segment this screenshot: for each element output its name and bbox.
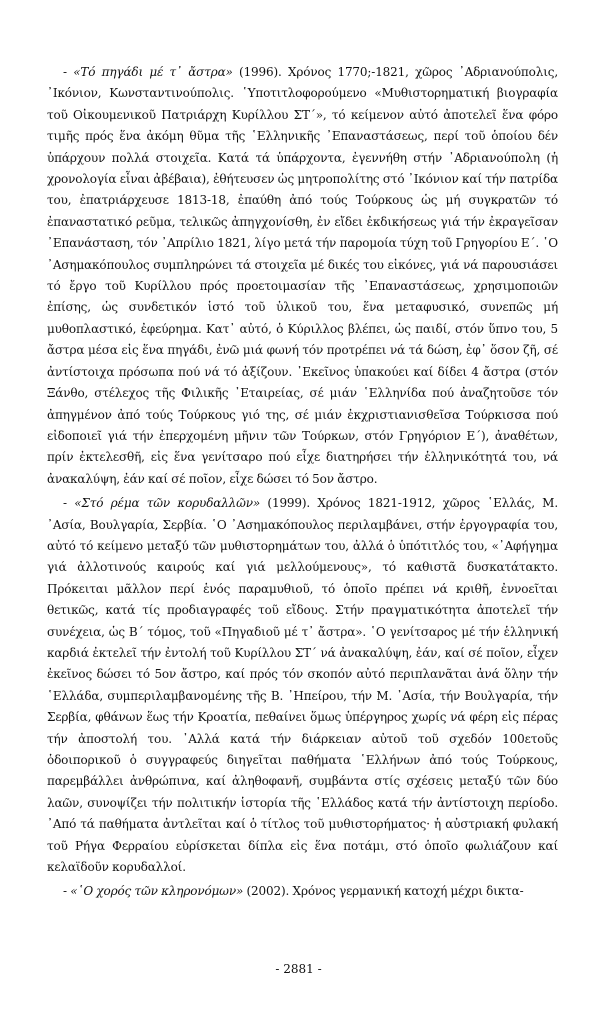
paragraph-choros	[47, 881, 558, 902]
paragraph-body: (1996). Χρόνος 1770;-1821, χῶρος ᾽Αδριανούπολις, ᾽Ικόνιον, Κωνσταντινούπολις. ῾Υποτιτλοφορούμενο «Μυθιστορηματική βιογραφία τοῦ Οἰκουμενικοῦ Πατριάρχη Κυρίλλου ΣΤ΄», τό κείμενον αὐτό ἀποτελεῖ ἕνα φόρο τιμῆς πρός ἕνα ἀκόμη θῦμα τῆς ῾Ελληνικῆς ᾽Επαναστάσεως, περί τοῦ ὁποίου δέν ὑπάρχουν πολλά στοιχεῖα. Κατά τά ὑπάρχοντα, ἐγεννήθη στήν ᾽Αδριανούπολη (ἡ χρονολογία εἶναι ἀβέβαια), ἐθήτευσεν ὡς μητροπολίτης στό ᾽Ικόνιον καί τήν πατρίδα του, ἐπατριάρχευσε 1813-18, ἐπαύθη ἀπό τούς Τούρκους ὡς μή συγκρατῶν τό ἐπαναστατικό ρεῦμα, τελικῶς ἀπηγχονίσθη, ἐν εἴδει ἐκδικήσεως γιά τήν ἐκραγεῖσαν ᾽Επανάσταση, τόν ᾽Απρίλιο 1821, λίγο μετά τήν παρομοία τύχη τοῦ Γρηγορίου Ε΄. ῾Ο ᾽Ασημακόπουλος συμπληρώνει τά στοιχεῖα μέ δικές του εἰκόνες, γιά νά παρουσιάσει τό ἔργο τοῦ Κυρίλλου πρός προετοιμασίαν τῆς ᾽Επαναστάσεως, χρησιμοποιῶν ἐπίσης, ὡς συνδετικόν ἱστό τοῦ ὑλικοῦ του, ἕνα μεταφυσικό, συνεπῶς μή μυθοπλαστικό, ἐφεύρημα. Κατ᾽ αὐτό, ὁ Κύριλλος βλέπει, ὡς παιδί, στόν ὕπνο του, 5 ἄστρα μέσα εἰς ἕνα πηγάδι, ἐνῶ μιά φωνή τόν προτρέπει νά τά δώση, ἐφ᾽ ὅσον ζῆ, σέ ἀντίστοιχα πρόσωπα πού νά τό ἀξίζουν. ᾽Εκεῖνος ὑπακούει καί δίδει 4 ἄστρα (στόν Ξάνθο, στέλεχος τῆς Φιλικῆς ᾽Εταιρείας, σέ μιάν ῾Ελληνίδα πού ἀναζητοῦσε τόν ἀπηγμένον ἀπό τούς Τούρκους γιό της, σέ μιάν ἐκχριστιανισθεῖσα Τούρκισσα πού εἰδοποιεῖ γιά τήν ἐπερχομένη μῆνιν τῶν Τούρκων, στόν Γρηγόριον Ε΄), ἀναθέτων, πρίν ἐκτελεσθῆ, εἰς ἕνα γενίτσαρο πού εἶχε διατηρήσει τήν ἑλληνικότητά του, νά ἀνακαλύψη, ἐάν καί σέ ποῖον, εἶχε δώσει τό 5ον ἄστρο.	[47, 65, 558, 486]
paragraph-dash: -	[63, 65, 74, 79]
paragraph-dash: -	[63, 884, 71, 899]
paragraph-body: (2002). Χρόνος γερμανική κατοχή μέχρι δικτα-	[243, 884, 524, 899]
paragraph-body: (1999). Χρόνος 1821-1912, χῶρος ῾Ελλάς, Μ. ᾽Ασία, Βουλγαρία, Σερβία. ῾Ο ᾽Ασημακόπουλος περιλαμβάνει, στήν ἐργογραφία του, αὐτό τό κείμενο μεταξύ τῶν μυθιστορημάτων του, ἀλλά ὁ ὑπότιτλός του, «᾽Αφήγημα γιά ἀλλοτινούς καιρούς καί γιά μελλούμενους», τό καθιστᾶ δυσκατάτακτο. Πρόκειται μᾶλλον περί ἑνός παραμυθιοῦ, τό ὁποῖο πρέπει νά κριθῆ, ἐννοεῖται θετικῶς, κατά τίς προδιαγραφές τοῦ εἴδους. Στήν πραγματικότητα ἀποτελεῖ τήν συνέχεια, ὡς Β΄ τόμος, τοῦ «Πηγαδιοῦ μέ τ᾽ ἄστρα». ῾Ο γενίτσαρος μέ τήν ἑλληνική καρδιά ἐκτελεῖ τήν ἐντολή τοῦ Κυρίλλου ΣΤ΄ νά ἀνακαλύψη, ἐάν, καί σέ ποῖον, εἶχεν ἐκεῖνος δώσει τό 5ον ἄστρο, καί πρός τόν σκοπόν αὐτό περιπλανᾶται ἀνά ὅλην τήν ῾Ελλάδα, συμπεριλαμβανομένης τῆς Β. ᾽Ηπείρου, τήν Μ. ᾽Ασία, τήν Βουλγαρία, τήν Σερβία, φθάνων ἕως τήν Κροατία, πεθαίνει ὅμως ὑπέργηρος χωρίς νά φέρη εἰς πέρας τήν ἀποστολή του. ᾽Αλλά κατά τήν διάρκειαν αὐτοῦ τοῦ σχεδόν 100ετοῦς ὁδοιπορικοῦ ὁ συγγραφεύς διηγεῖται παθήματα ῾Ελλήνων ἀπό τούς Τούρκους, παρεμβάλλει ἀνθρώπινα, καί ἀληθοφανῆ, συμβάντα στίς σχέσεις μεταξύ τῶν δύο λαῶν, συνοψίζει τήν πολιτικήν ἱστορία τῆς ῾Ελλάδος κατά τήν ἀντίστοιχη περίοδο. ᾽Από τά παθήματα ἀντλεῖται καί ὁ τίτλος τοῦ μυθιστορήματος· ἡ αὐστριακή φυλακή τοῦ Ρήγα Φερραίου εὑρίσκεται δίπλα εἰς ἕνα ποτάμι, στό ὁποῖο φωλιάζουν καί κελαϊδοῦν κορυδαλλοί.	[47, 496, 558, 875]
page-text-block	[47, 62, 558, 906]
work-title: «Τό πηγάδι μέ τ᾽ ἄστρα»	[73, 65, 233, 79]
work-title: «Στό ρέμα τῶν κορυδαλλῶν»	[74, 496, 261, 511]
paragraph-pigadi	[47, 62, 558, 490]
paragraph-dash: -	[63, 496, 75, 511]
work-title: «῾Ο χορός τῶν κληρονόμων»	[70, 884, 244, 899]
paragraph-rema	[47, 493, 558, 878]
page-number: - 2881 -	[275, 962, 322, 976]
